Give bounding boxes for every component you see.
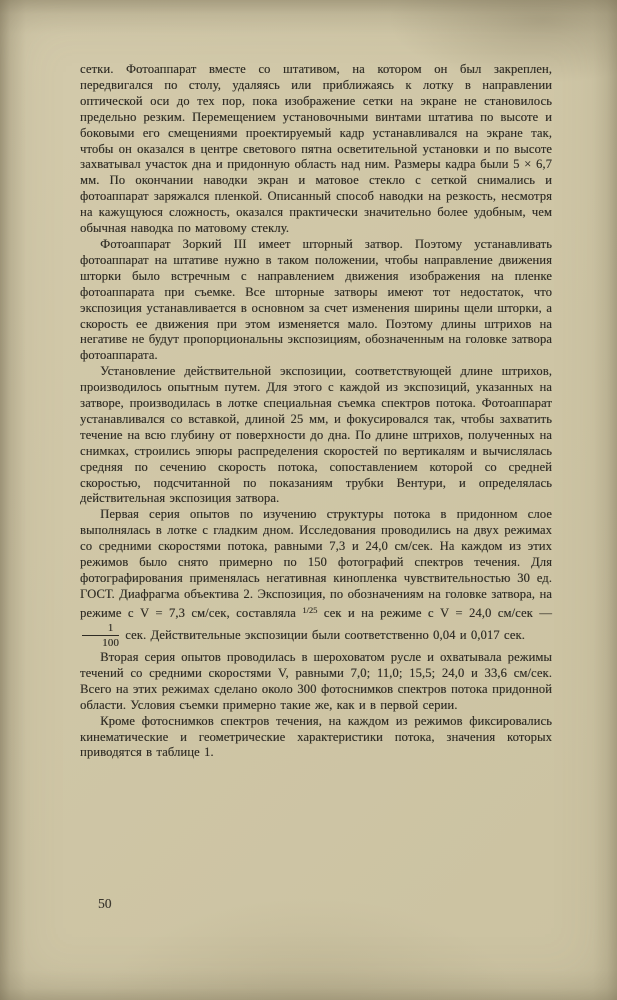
paragraph-first-series-text-c: сек. Действительные экспозиции были соответственно 0,04 и 0,017 сек. xyxy=(120,627,525,642)
paragraph-second-series: Вторая серия опытов проводилась в шероховатом русле и охватывала режимы течений со средними скоростями V, равными 7,0; 11,0; 15,5; 24,0 и 33,6 см/сек. Всего на этих режимах сделано около 300 фотоснимков спектров потока придонной области. Условия съемки примерно такие же, как и в первой серии. xyxy=(80,650,552,712)
fraction-denominator: 100 xyxy=(102,637,119,650)
paragraph-first-series-text-b: сек и на режиме с V = 24,0 см/сек — xyxy=(317,605,552,620)
inline-fraction-1-25: 1/25 xyxy=(302,604,318,615)
page-text xyxy=(80,62,552,761)
fraction-numerator: 1 xyxy=(82,622,119,637)
paragraph-first-series-text-a: Первая серия опытов по изучению структуры потока в придонном слое выполнялась в лотке с гладким дном. Исследования проводились на двух режимах со средними скоростями потока, равными 7,3 и 24,0 см/сек. На каждом из этих режимов было снято примерно по 150 фотографий спектров течения. Для фотографирования применялась негативная кинопленка чувствительностью 30 ед. ГОСТ. Диафрагма объектива 2. Экспозиция, по обозначениям на головке затвора, на режиме с V = 7,3 см/сек, составляла xyxy=(80,507,552,620)
paragraph-continuation: сетки. Фотоаппарат вместе со штативом, на котором он был закреплен, передвигался по столу, удаляясь или приближаясь к лотку в направлении оптической оси до тех пор, пока изображение сетки на экране не становилось предельно резким. Перемещением установочными винтами штатива по высоте и боковыми его смещениями проектируемый кадр устанавливался на экране так, чтобы он оказался в центре светового пятна осветительной установки и по высоте захватывал участок дна и придонную область над ним. Размеры кадра были 5 × 6,7 мм. По окончании наводки экран и матовое стекло с сеткой снимались и фотоаппарат заряжался пленкой. Описанный способ наводки на резкость, несмотря на кажущуюся сложность, оказался практически значительно более удобным, чем обычная наводка по матовому стеклу. xyxy=(80,62,552,236)
paragraph-table-reference: Кроме фотоснимков спектров течения, на каждом из режимов фиксировались кинематические и геометрические характеристики потока, значения которых приводятся в таблице 1. xyxy=(80,713,552,760)
paragraph-exposure: Установление действительной экспозиции, соответствующей длине штрихов, производилось опытным путем. Для этого с каждой из экспозиций, указанных на затворе, производилась в лотке специальная съемка спектров потока. Фотоаппарат устанавливался со вставкой, длиной 25 мм, и фокусировался так, чтобы захватить течение на всю глубину от поверхности до дна. По длине штрихов, полученных на снимках, строились эпюры распределения скоростей по вертикалям и вычислялась средняя по сечению скорость потока, сопоставлением которой со средней скоростью, подсчитанной по показаниям трубки Вентури, и определялась действительная экспозиция затвора. xyxy=(80,364,552,506)
display-fraction-1-100 xyxy=(82,622,119,650)
page-number: 50 xyxy=(98,896,112,911)
paragraph-first-series xyxy=(80,507,552,650)
paragraph-shutter: Фотоаппарат Зоркий III имеет шторный затвор. Поэтому устанавливать фотоаппарат на штативе нужно в таком положении, чтобы направление движения шторки было встречным с направлением движения изображения на пленке фотоаппарата при съемке. Все шторные затворы имеют тот недостаток, что экспозиция устанавливается в основном за счет изменения ширины щели шторки, а скорость ее движения при этом изменяется мало. Поэтому длины штрихов на негативе не будут пропорциональны экспозициям, обозначенным на головке затвора фотоаппарата. xyxy=(80,236,552,363)
